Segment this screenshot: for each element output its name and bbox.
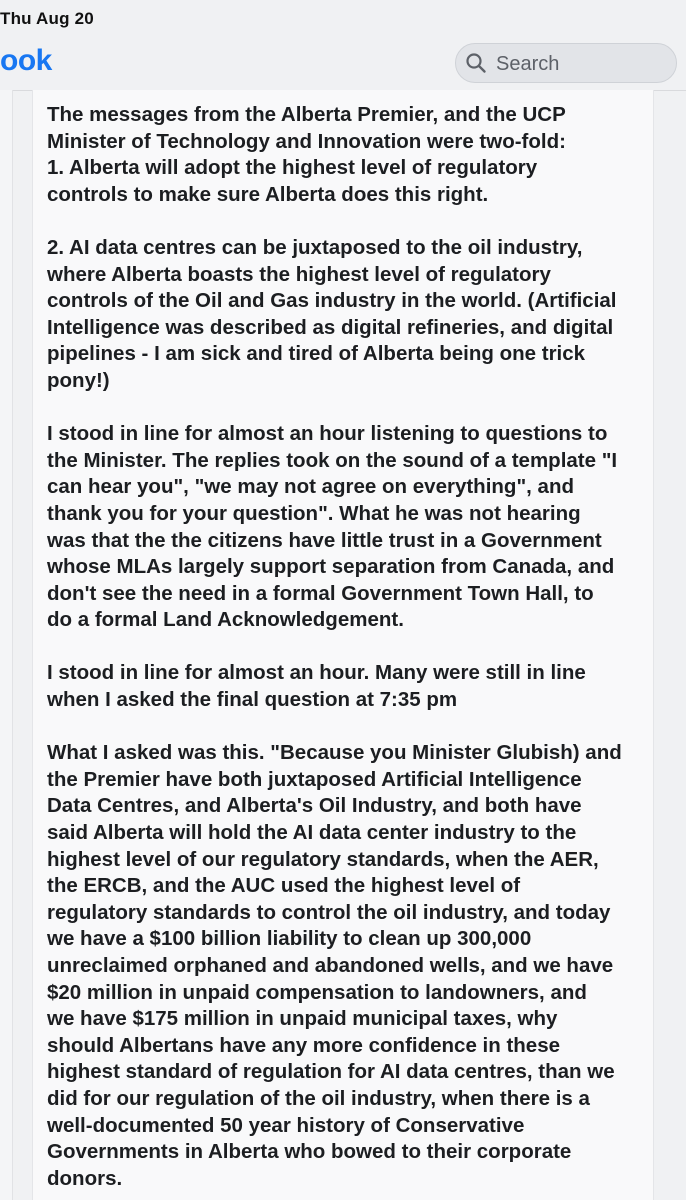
search-icon — [465, 52, 487, 74]
app-header — [0, 34, 686, 91]
post-body — [47, 102, 647, 1200]
post-card — [32, 90, 654, 1200]
search-placeholder: Search — [496, 53, 560, 75]
facebook-logo[interactable]: ook — [0, 44, 52, 77]
status-date: Thu Aug 20 — [0, 9, 94, 28]
post-paragraph: What I asked was this. "Because you Minister Glubish) and the Premier have both juxtaposed Artificial Intelligence Data Centres, and Alberta's Oil Industry, and both have said Alberta will hold the AI data center industry to the highest level of our regulatory standards, when the AER, the ERCB, and the AUC used the highest level of regulatory standards to control the oil industry, and today we have a $100 billion liability to clean up 300,000 unreclaimed orphaned and abandoned wells, and we have $20 million in unpaid compensation to landowners, and we have $175 million in unpaid municipal taxes, why should Albertans have any more confidence in these highest standard of regulation for AI data centres, than we did for our regulation of the oil industry, when there is a well-documented 50 year history of Conservative Governments in Alberta who bowed to their corporate donors. — [47, 741, 622, 1190]
post-paragraph: 2. AI data centres can be juxtaposed to the oil industry, where Alberta boasts the highest level of regulatory controls of the Oil and Gas industry in the world. (Artificial Intelligence was described as digital refineries, and digital pipelines - I am sick and tired of Alberta being one trick pony!) — [47, 235, 617, 392]
post-paragraph: I stood in line for almost an hour. Many were still in line when I asked the final question at 7:35 pm — [47, 661, 586, 712]
status-bar — [0, 0, 686, 34]
post-paragraph: The messages from the Alberta Premier, and the UCP Minister of Technology and Innovation were two-fold: 1. Alberta will adopt the highest level of regulatory controls to make sure Alberta does this right. — [47, 103, 566, 206]
left-sidebar-edge — [0, 90, 13, 1200]
post-paragraph: I stood in line for almost an hour listening to questions to the Minister. The replies took on the sound of a template "I can hear you", "we may not agree on everything", and thank you for your question". What he was not hearing was that the the citizens have little trust in a Government whose MLAs largely support separation from Canada, and don't see the need in a formal Government Town Hall, to do a formal Land Acknowledgement. — [47, 422, 618, 632]
search-bar[interactable] — [455, 43, 677, 83]
